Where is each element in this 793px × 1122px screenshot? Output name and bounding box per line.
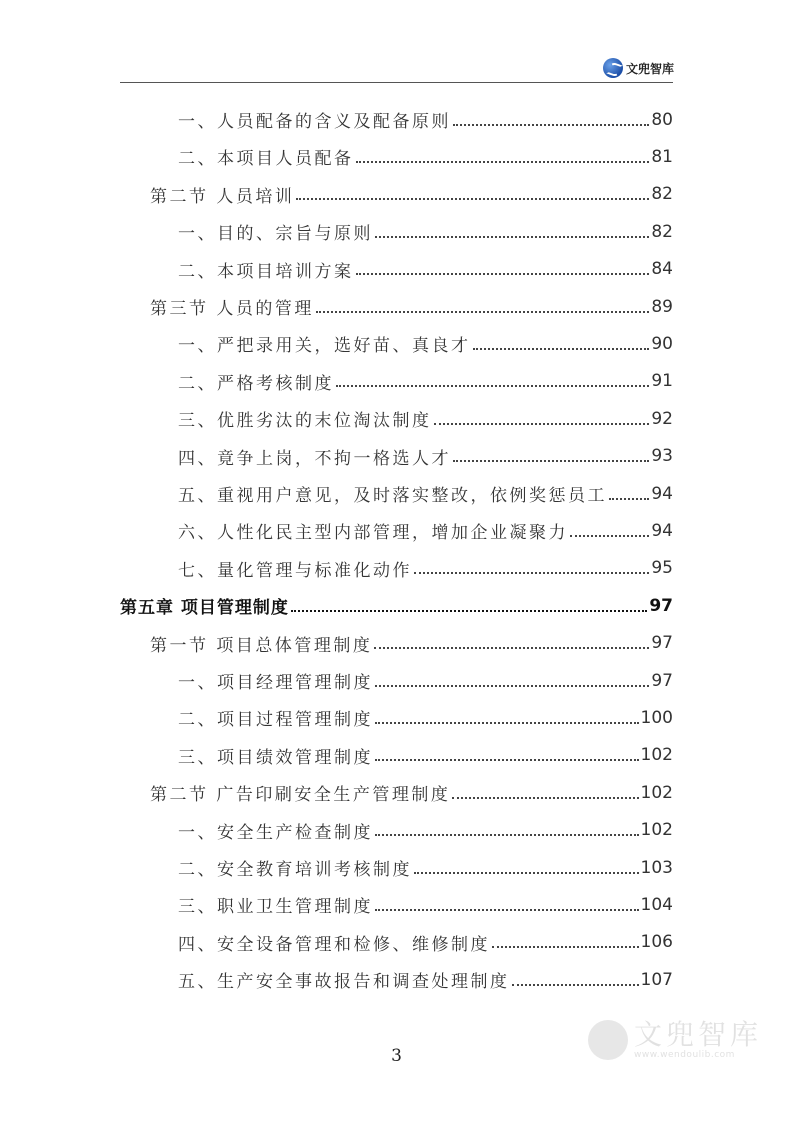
header-logo <box>603 58 674 78</box>
page-number: 3 <box>391 1046 402 1066</box>
toc-entry-title: 一、人员配备的含义及配备原则 <box>178 112 451 132</box>
toc-entry-page: 80 <box>651 109 673 130</box>
toc-entry-page: 100 <box>640 707 673 728</box>
toc-entry-title: 二、本项目人员配备 <box>178 149 354 170</box>
toc-entry-title: 四、安全设备管理和检修、维修制度 <box>178 934 490 955</box>
dot-leader <box>570 535 649 537</box>
toc-entry-title: 第一节 项目总体管理制度 <box>150 635 373 656</box>
toc-entry-page: 97 <box>651 633 673 654</box>
toc-entry-page: 92 <box>651 408 673 429</box>
toc-entry[interactable] <box>178 101 673 138</box>
toc-entry[interactable] <box>178 325 673 362</box>
dot-leader <box>414 872 639 874</box>
watermark-url: www.wendoulib.com <box>634 1050 735 1060</box>
toc-entry-page: 106 <box>640 932 673 953</box>
logo-text: 文兜智库 <box>626 61 675 76</box>
toc-entry-title: 一、严把录用关，选好苗、真良才 <box>178 336 471 357</box>
toc-entry[interactable] <box>178 849 673 886</box>
toc-entry[interactable] <box>178 400 673 437</box>
header-divider <box>120 82 673 83</box>
toc-entry-title: 二、严格考核制度 <box>178 373 334 394</box>
dot-leader <box>492 946 639 948</box>
toc-entry-title: 五、重视用户意见，及时落实整改，依例奖惩员工 <box>178 486 607 506</box>
toc-entry-page: 104 <box>640 894 673 915</box>
toc-entry[interactable] <box>150 288 673 325</box>
dot-leader <box>375 722 639 724</box>
toc-entry[interactable] <box>178 213 673 250</box>
logo-icon <box>603 58 623 78</box>
dot-leader <box>291 610 647 612</box>
watermark-title: 文兜智库 <box>634 1018 763 1051</box>
dot-leader <box>375 759 639 761</box>
toc-entry-title: 四、竟争上岗，不拘一格选人才 <box>178 448 451 469</box>
toc-entry[interactable] <box>178 886 673 923</box>
toc-entry[interactable] <box>178 924 673 961</box>
dot-leader <box>609 498 649 500</box>
toc-entry-title: 二、项目过程管理制度 <box>178 710 373 731</box>
toc-entry-page: 82 <box>651 184 673 205</box>
toc-entry-title: 六、人性化民主型内部管理，增加企业凝聚力 <box>178 523 568 544</box>
toc-entry[interactable] <box>178 438 673 475</box>
dot-leader <box>453 124 649 126</box>
toc-entry[interactable] <box>178 699 673 736</box>
toc-entry-title: 二、安全教育培训考核制度 <box>178 860 412 880</box>
toc-entry-title: 三、项目绩效管理制度 <box>178 747 373 768</box>
toc-entry[interactable] <box>120 587 673 624</box>
toc-entry-title: 一、安全生产检查制度 <box>178 822 373 843</box>
toc-entry[interactable] <box>178 475 673 512</box>
toc-entry[interactable] <box>178 550 673 587</box>
dot-leader <box>356 161 650 163</box>
toc-entry-page: 97 <box>649 595 673 616</box>
toc-entry-page: 90 <box>651 333 673 354</box>
dot-leader <box>375 834 639 836</box>
toc-entry-title: 二、本项目培训方案 <box>178 261 354 282</box>
dot-leader <box>453 460 649 462</box>
toc-entry-page: 107 <box>640 969 673 990</box>
watermark-logo-icon <box>588 1020 628 1060</box>
toc-entry-page: 95 <box>651 558 673 579</box>
dot-leader <box>316 311 649 313</box>
toc-entry[interactable] <box>178 812 673 849</box>
dot-leader <box>374 647 649 649</box>
toc-entry-page: 94 <box>651 520 673 541</box>
toc-entry[interactable] <box>178 737 673 774</box>
dot-leader <box>375 236 649 238</box>
toc-entry[interactable] <box>178 251 673 288</box>
toc-entry-page: 93 <box>651 446 673 467</box>
toc-entry-page: 102 <box>640 745 673 766</box>
toc-entry-title: 一、目的、宗旨与原则 <box>178 224 373 245</box>
toc-entry-title: 一、项目经理管理制度 <box>178 673 373 693</box>
toc-entry[interactable] <box>150 774 673 811</box>
toc-entry-page: 84 <box>651 259 673 280</box>
toc-entry[interactable] <box>178 512 673 549</box>
toc-entry-title: 第二节 广告印刷安全生产管理制度 <box>150 785 451 806</box>
dot-leader <box>452 797 638 799</box>
toc-entry-page: 91 <box>651 371 673 392</box>
dot-leader <box>414 572 649 574</box>
toc-entry-page: 97 <box>651 670 673 691</box>
toc-entry[interactable] <box>150 176 673 213</box>
dot-leader <box>296 198 649 200</box>
dot-leader <box>375 685 649 687</box>
toc-entry-title: 三、职业卫生管理制度 <box>178 897 373 918</box>
toc-entry[interactable] <box>178 363 673 400</box>
toc-entry-page: 102 <box>640 820 673 841</box>
toc-entry-title: 七、量化管理与标准化动作 <box>178 560 412 581</box>
toc-entry[interactable] <box>150 625 673 662</box>
toc-entry-title: 第二节 人员培训 <box>150 186 295 207</box>
toc-entry-page: 82 <box>651 221 673 242</box>
toc-entry[interactable] <box>178 138 673 175</box>
dot-leader <box>375 909 639 911</box>
dot-leader <box>356 273 650 275</box>
dot-leader <box>434 423 650 425</box>
toc-entry[interactable] <box>178 662 673 699</box>
toc-entry-title: 第三节 人员的管理 <box>150 299 314 319</box>
toc-entry[interactable] <box>178 961 673 998</box>
toc-entry-page: 103 <box>640 857 673 878</box>
dot-leader <box>336 385 649 387</box>
toc-entry-page: 94 <box>651 483 673 504</box>
toc-entry-title: 五、生产安全事故报告和调查处理制度 <box>178 972 510 993</box>
toc-entry-title: 三、优胜劣汰的末位淘汰制度 <box>178 411 432 432</box>
toc-entry-page: 89 <box>651 296 673 317</box>
watermark <box>588 1020 762 1060</box>
dot-leader <box>473 348 650 350</box>
toc-entry-page: 102 <box>640 782 673 803</box>
toc-entry-page: 81 <box>651 146 673 167</box>
dot-leader <box>512 984 639 986</box>
toc-entry-title: 第五章 项目管理制度 <box>120 598 289 619</box>
